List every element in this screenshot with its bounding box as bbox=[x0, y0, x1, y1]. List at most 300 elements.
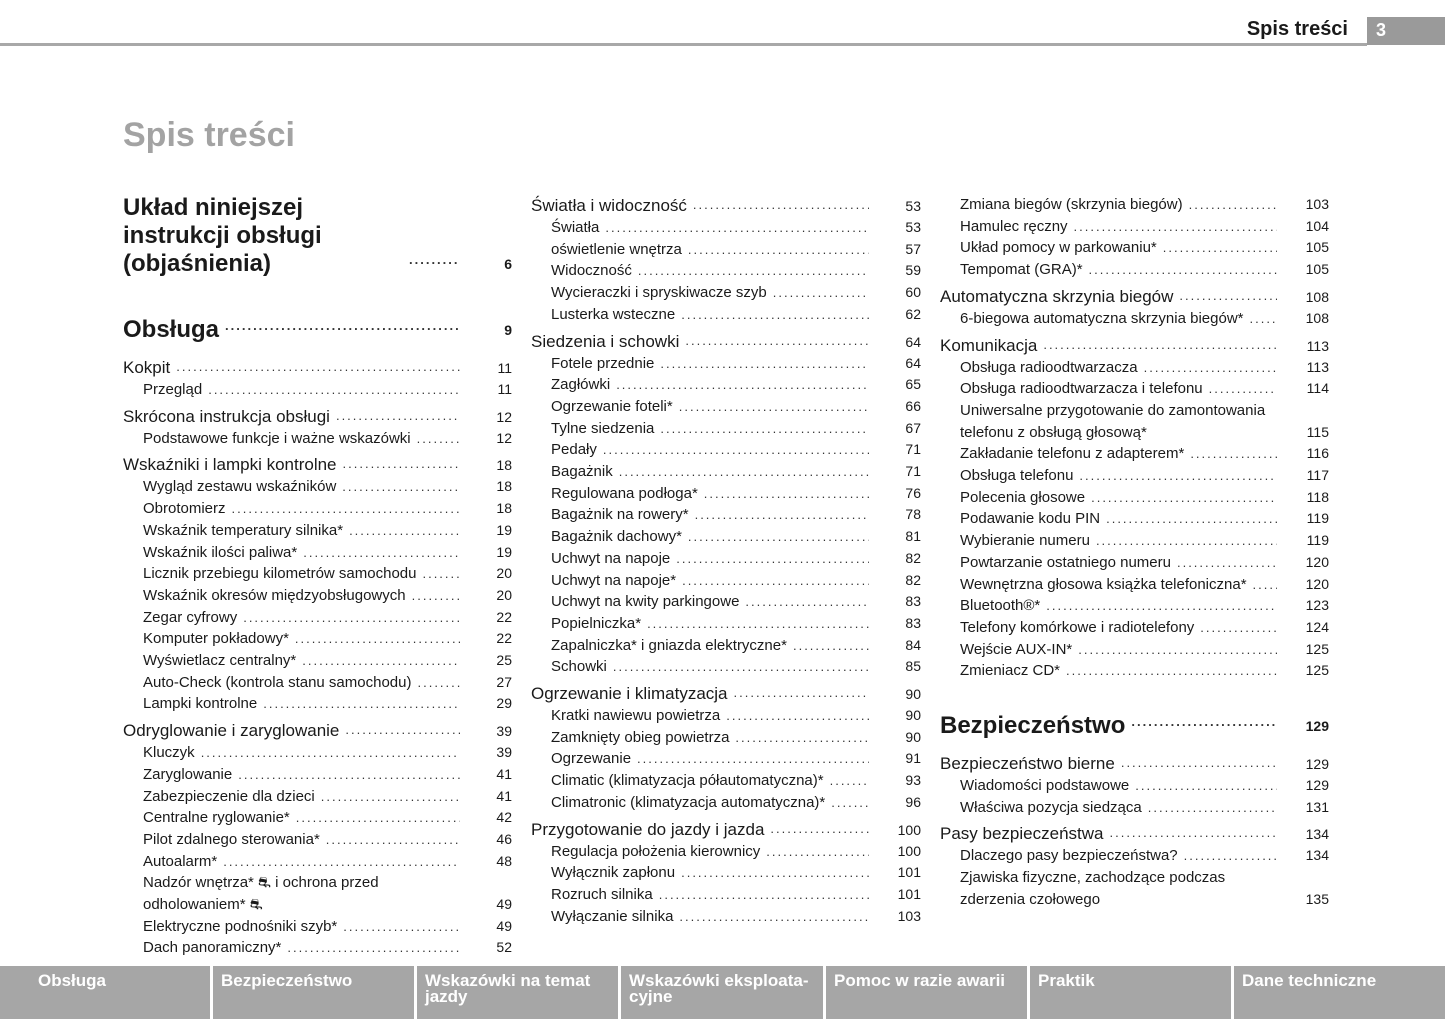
toc-entry-title: Zakładanie telefonu z adapterem* bbox=[960, 445, 1185, 463]
toc-entry[interactable] bbox=[531, 656, 921, 678]
toc-entry-title: Uniwersalne przygotowanie do zamontowania telefonu z obsługą głosową* bbox=[960, 401, 1266, 441]
toc-entry-page: 90 bbox=[905, 707, 921, 724]
toc-entry-page: 76 bbox=[905, 484, 921, 501]
dot-leader bbox=[1066, 660, 1277, 682]
toc-entry-title: Automatyczna skrzynia biegów bbox=[940, 286, 1174, 306]
dot-leader bbox=[693, 194, 869, 216]
dot-leader bbox=[1121, 752, 1277, 774]
toc-entry[interactable] bbox=[123, 916, 512, 938]
toc-entry-page: 49 bbox=[496, 917, 512, 934]
toc-entry-page: 59 bbox=[905, 262, 921, 279]
toc-entry-page: 20 bbox=[496, 586, 512, 603]
toc-entry[interactable] bbox=[123, 937, 512, 959]
dot-leader bbox=[766, 841, 869, 863]
dot-leader bbox=[1249, 308, 1277, 330]
toc-entry[interactable] bbox=[123, 672, 512, 694]
toc-entry-title: Zmiana biegów (skrzynia biegów) bbox=[960, 196, 1183, 213]
dot-leader bbox=[225, 312, 460, 340]
page-title: Spis treści bbox=[123, 116, 295, 154]
toc-entry[interactable] bbox=[531, 591, 921, 613]
toc-entry-page: 82 bbox=[905, 549, 921, 566]
tab-label: Bezpieczeństwo bbox=[221, 971, 353, 990]
dot-leader bbox=[830, 770, 869, 792]
toc-entry-page: 120 bbox=[1305, 575, 1329, 592]
toc-entry-page: 105 bbox=[1305, 239, 1329, 256]
toc-entry-page: 96 bbox=[905, 793, 921, 810]
toc-entry-page: 12 bbox=[496, 429, 512, 446]
toc-entry-title: Tempomat (GRA)* bbox=[960, 261, 1083, 279]
dot-leader bbox=[1177, 552, 1277, 574]
toc-entry[interactable] bbox=[123, 693, 512, 715]
toc-entry-title: Ogrzewanie foteli* bbox=[551, 397, 673, 415]
header-rule bbox=[0, 43, 1367, 46]
dot-leader bbox=[735, 727, 869, 749]
tab-pomoc[interactable] bbox=[826, 966, 1027, 1019]
toc-entry-page: 134 bbox=[1305, 826, 1329, 843]
toc-entry[interactable] bbox=[531, 260, 921, 282]
dot-leader bbox=[831, 792, 869, 814]
toc-entry[interactable] bbox=[123, 786, 512, 808]
toc-entry[interactable] bbox=[940, 400, 1329, 443]
toc-entry-title: Fotele przednie bbox=[551, 354, 655, 372]
dot-leader bbox=[321, 786, 460, 808]
toc-entry[interactable] bbox=[123, 542, 512, 564]
dot-leader bbox=[287, 937, 460, 959]
toc-entry-title: Bluetooth®* bbox=[960, 597, 1041, 615]
toc-entry[interactable] bbox=[531, 705, 921, 727]
toc-entry-page: 105 bbox=[1305, 261, 1329, 278]
dot-leader bbox=[303, 542, 460, 564]
toc-entry-page: 67 bbox=[905, 419, 921, 436]
toc-entry-title: Pilot zdalnego sterowania* bbox=[143, 830, 320, 848]
toc-entry[interactable] bbox=[531, 353, 921, 375]
toc-entry[interactable] bbox=[531, 792, 921, 814]
toc-entry[interactable] bbox=[123, 851, 512, 873]
toc-entry[interactable] bbox=[531, 418, 921, 440]
toc-entry[interactable] bbox=[123, 428, 512, 450]
toc-entry[interactable] bbox=[531, 682, 921, 705]
toc-entry-title: Zaryglowanie bbox=[143, 765, 233, 783]
toc-entry[interactable] bbox=[940, 487, 1329, 509]
dot-leader bbox=[660, 418, 869, 440]
toc-entry[interactable] bbox=[123, 520, 512, 542]
dot-leader bbox=[417, 428, 460, 450]
toc-entry[interactable] bbox=[123, 742, 512, 764]
toc-entry-page: 46 bbox=[496, 830, 512, 847]
header-title: Spis treści bbox=[1246, 18, 1348, 40]
toc-entry-title: Elektryczne podnośniki szyb* bbox=[143, 917, 338, 935]
toc-entry[interactable] bbox=[123, 379, 512, 401]
toc-entry-page: 119 bbox=[1306, 510, 1329, 527]
toc-entry-page: 49 bbox=[496, 896, 512, 913]
section-tabs bbox=[0, 966, 1445, 1019]
toc-entry[interactable] bbox=[531, 727, 921, 749]
toc-entry-page: 39 bbox=[496, 723, 512, 740]
toc-entry-title: Wycieraczki i spryskiwacze szyb bbox=[551, 284, 767, 302]
dot-leader bbox=[793, 635, 869, 657]
tab-wskazowki-eksploatacyjne[interactable] bbox=[621, 966, 823, 1019]
dot-leader bbox=[695, 504, 869, 526]
toc-entry[interactable] bbox=[123, 356, 512, 379]
toc-entry[interactable] bbox=[531, 217, 921, 239]
toc-entry[interactable] bbox=[531, 906, 921, 928]
dot-leader bbox=[302, 650, 460, 672]
dot-leader bbox=[745, 591, 869, 613]
dot-leader bbox=[263, 693, 460, 715]
toc-entry[interactable] bbox=[123, 194, 512, 278]
toc-entry-title: Kratki nawiewu powietrza bbox=[551, 707, 721, 725]
toc-entry-title: Autoalarm* bbox=[143, 852, 218, 870]
toc-entry-title: Światła i widoczność bbox=[531, 196, 687, 215]
toc-entry-page: 64 bbox=[905, 354, 921, 371]
toc-entry[interactable] bbox=[531, 570, 921, 592]
toc-entry-title: Tylne siedzenia bbox=[551, 419, 655, 437]
toc-entry-page: 125 bbox=[1305, 662, 1329, 679]
toc-entry-page: 113 bbox=[1306, 358, 1329, 375]
toc-entry[interactable] bbox=[531, 194, 921, 217]
toc-entry-title: Wskaźniki i lampki kontrolne bbox=[123, 455, 337, 475]
toc-entry-page: 53 bbox=[905, 219, 921, 235]
toc-entry[interactable] bbox=[940, 552, 1329, 574]
toc-entry-title: Zmieniacz CD* bbox=[960, 662, 1061, 680]
toc-entry[interactable] bbox=[940, 285, 1329, 308]
tab-label: Praktik bbox=[1038, 971, 1095, 990]
toc-entry[interactable] bbox=[940, 259, 1329, 281]
toc-entry-page: 62 bbox=[905, 305, 921, 322]
toc-entry-title: Zegar cyfrowy bbox=[143, 608, 238, 626]
tab-praktik[interactable] bbox=[1030, 966, 1231, 1019]
toc-entry-page: 22 bbox=[496, 608, 512, 625]
toc-entry-title: Uchwyt na napoje* bbox=[551, 571, 677, 589]
toc-entry-title: Układ niniejszej instrukcji obsługi (objaśnienia) bbox=[123, 194, 322, 277]
toc-entry[interactable] bbox=[123, 498, 512, 520]
toc-entry[interactable] bbox=[531, 439, 921, 461]
dot-leader bbox=[605, 217, 869, 239]
toc-entry[interactable] bbox=[123, 563, 512, 585]
dot-leader bbox=[1148, 797, 1277, 819]
toc-entry[interactable] bbox=[940, 530, 1329, 552]
toc-entry-title: Siedzenia i schowki bbox=[531, 331, 680, 351]
toc-entry-title: Bagażnik dachowy* bbox=[551, 528, 682, 546]
toc-entry[interactable] bbox=[940, 216, 1329, 238]
toc-entry-page: 101 bbox=[897, 864, 921, 881]
toc-entry[interactable] bbox=[123, 872, 512, 915]
dot-leader bbox=[422, 563, 460, 585]
toc-entry[interactable] bbox=[531, 483, 921, 505]
toc-entry-title: Rozruch silnika bbox=[551, 885, 653, 903]
toc-entry[interactable] bbox=[123, 719, 512, 742]
toc-column-3 bbox=[940, 194, 1329, 911]
toc-entry-title: Bezpieczeństwo bbox=[940, 712, 1126, 740]
toc-entry-title: 6-biegowa automatyczna skrzynia biegów* bbox=[960, 309, 1244, 327]
dot-leader bbox=[704, 483, 869, 505]
toc-entry-page: 125 bbox=[1305, 640, 1329, 657]
dot-leader bbox=[638, 260, 869, 282]
toc-entry[interactable] bbox=[531, 330, 921, 353]
toc-entry-title: Wyświetlacz centralny* bbox=[143, 652, 297, 670]
dot-leader bbox=[616, 374, 869, 396]
toc-entry[interactable] bbox=[940, 308, 1329, 330]
toc-entry-title: Regulowana podłoga* bbox=[551, 484, 698, 502]
tab-label: Wskazówki na temat jazdy bbox=[425, 971, 591, 1006]
toc-entry-page: 135 bbox=[1305, 890, 1329, 907]
toc-entry[interactable] bbox=[531, 304, 921, 326]
toc-entry[interactable] bbox=[123, 405, 512, 428]
toc-entry[interactable] bbox=[123, 585, 512, 607]
dot-leader bbox=[208, 379, 460, 401]
toc-entry[interactable] bbox=[531, 748, 921, 770]
dot-leader bbox=[412, 585, 460, 607]
toc-entry-title: Zjawiska fizyczne, zachodzące podczas zderzenia czołowego bbox=[960, 869, 1226, 908]
toc-entry-title: Przegląd bbox=[143, 381, 203, 398]
toc-entry-page: 29 bbox=[496, 695, 512, 712]
toc-entry-title: Wejście AUX-IN* bbox=[960, 640, 1073, 658]
toc-entry[interactable] bbox=[531, 282, 921, 304]
toc-entry-title: Telefony komórkowe i radiotelefony bbox=[960, 618, 1195, 636]
toc-entry-title: Wskaźnik okresów międzyobsługowych bbox=[143, 586, 406, 604]
toc-entry-title: Wyłączanie silnika bbox=[551, 907, 674, 925]
toc-entry-title: Popielniczka* bbox=[551, 614, 642, 632]
toc-entry-title: Zabezpieczenie dla dzieci bbox=[143, 787, 315, 805]
toc-entry-page: 131 bbox=[1305, 798, 1329, 815]
toc-entry[interactable] bbox=[940, 508, 1329, 530]
toc-entry-page: 103 bbox=[897, 907, 921, 924]
toc-entry-page: 90 bbox=[905, 686, 921, 703]
toc-entry[interactable] bbox=[940, 595, 1329, 617]
toc-entry[interactable] bbox=[940, 867, 1329, 910]
toc-entry-title: Podawanie kodu PIN bbox=[960, 510, 1101, 528]
toc-entry-title: Powtarzanie ostatniego numeru bbox=[960, 553, 1171, 571]
toc-entry[interactable] bbox=[940, 775, 1329, 797]
dot-leader bbox=[1131, 708, 1277, 736]
toc-entry-page: 85 bbox=[905, 658, 921, 675]
dot-leader bbox=[1163, 237, 1277, 259]
dot-leader bbox=[1200, 617, 1277, 639]
toc-entry[interactable] bbox=[531, 374, 921, 396]
dot-leader bbox=[773, 282, 869, 304]
toc-entry[interactable] bbox=[940, 357, 1329, 379]
dot-leader bbox=[619, 461, 869, 483]
toc-entry-page: 27 bbox=[496, 673, 512, 690]
dot-leader bbox=[417, 672, 460, 694]
toc-entry-page: 52 bbox=[496, 939, 512, 956]
toc-entry[interactable] bbox=[531, 526, 921, 548]
dot-leader bbox=[734, 682, 869, 704]
toc-entry-title: Kluczyk bbox=[143, 744, 195, 762]
toc-entry-page: 18 bbox=[496, 478, 512, 495]
dot-leader bbox=[409, 246, 460, 274]
toc-entry-page: 93 bbox=[905, 772, 921, 789]
toc-entry-page: 65 bbox=[905, 376, 921, 393]
dot-leader bbox=[603, 439, 869, 461]
toc-entry[interactable] bbox=[940, 797, 1329, 819]
toc-entry-page: 11 bbox=[497, 381, 512, 397]
toc-entry[interactable] bbox=[940, 617, 1329, 639]
toc-entry-page: 84 bbox=[905, 636, 921, 653]
tab-obsluga[interactable] bbox=[0, 966, 210, 1019]
dot-leader bbox=[342, 476, 460, 498]
toc-entry[interactable] bbox=[940, 194, 1329, 216]
toc-entry[interactable] bbox=[531, 884, 921, 906]
toc-entry[interactable] bbox=[531, 504, 921, 526]
dot-leader bbox=[176, 356, 460, 378]
dot-leader bbox=[1106, 508, 1277, 530]
toc-entry-title: Widoczność bbox=[551, 262, 632, 280]
toc-entry[interactable] bbox=[940, 639, 1329, 661]
toc-entry-title: Komunikacja bbox=[940, 335, 1038, 355]
dot-leader bbox=[726, 705, 869, 727]
toc-entry-title: Wskaźnik ilości paliwa* bbox=[143, 543, 298, 561]
toc-entry-title: Wybieranie numeru bbox=[960, 532, 1090, 550]
toc-entry[interactable] bbox=[531, 461, 921, 483]
toc-entry-page: 11 bbox=[497, 360, 512, 376]
toc-entry-title: Obsługa telefonu bbox=[960, 467, 1074, 485]
dot-leader bbox=[676, 548, 869, 570]
toc-entry-title: Światła bbox=[551, 219, 600, 236]
toc-entry-title: Schowki bbox=[551, 658, 607, 676]
toc-entry[interactable] bbox=[531, 818, 921, 841]
dot-leader bbox=[296, 807, 460, 829]
tab-wskazowki-jazda[interactable] bbox=[417, 966, 618, 1019]
toc-entry-page: 18 bbox=[496, 500, 512, 517]
toc-entry-page: 129 bbox=[1305, 777, 1329, 794]
toc-entry-title: Uchwyt na kwity parkingowe bbox=[551, 593, 740, 611]
dot-leader bbox=[1109, 822, 1277, 844]
toc-entry[interactable] bbox=[940, 574, 1329, 596]
toc-entry[interactable] bbox=[123, 650, 512, 672]
toc-entry-title: Climatic (klimatyzacja półautomatyczna)* bbox=[551, 772, 824, 790]
toc-entry-title: Ogrzewanie i klimatyzacja bbox=[531, 684, 728, 704]
toc-entry-title: Dlaczego pasy bezpieczeństwa? bbox=[960, 847, 1178, 865]
toc-entry[interactable] bbox=[123, 628, 512, 650]
toc-entry[interactable] bbox=[123, 829, 512, 851]
toc-entry-page: 71 bbox=[905, 463, 921, 480]
toc-entry-page: 129 bbox=[1305, 756, 1329, 773]
toc-entry[interactable] bbox=[940, 822, 1329, 845]
toc-entry-page: 78 bbox=[905, 506, 921, 523]
toc-entry-page: 91 bbox=[905, 750, 921, 767]
dot-leader bbox=[295, 628, 460, 650]
toc-entry[interactable] bbox=[940, 845, 1329, 867]
toc-entry-page: 101 bbox=[897, 885, 921, 902]
toc-entry-title: Bezpieczeństwo bierne bbox=[940, 754, 1115, 774]
toc-entry-page: 103 bbox=[1305, 196, 1329, 212]
toc-entry-page: 124 bbox=[1305, 618, 1329, 635]
toc-entry-page: 108 bbox=[1305, 288, 1329, 305]
toc-entry-page: 64 bbox=[905, 333, 921, 350]
toc-entry-title: Obsługa radioodtwarzacza bbox=[960, 358, 1138, 376]
toc-entry-title: Lusterka wsteczne bbox=[551, 305, 676, 323]
toc-entry-title: Pasy bezpieczeństwa bbox=[940, 824, 1104, 844]
toc-entry-page: 118 bbox=[1306, 488, 1329, 505]
toc-entry-page: 25 bbox=[496, 652, 512, 669]
tab-label: Obsługa bbox=[38, 971, 107, 990]
toc-entry-title: Zagłówki bbox=[551, 376, 611, 394]
toc-entry-title: Komputer pokładowy* bbox=[143, 630, 289, 648]
tab-label: Wskazówki eksploata-cyjne bbox=[629, 971, 809, 1006]
toc-entry-title: Właściwa pozycja siedząca bbox=[960, 798, 1142, 816]
toc-entry-title: Podstawowe funkcje i ważne wskazówki bbox=[143, 429, 411, 447]
toc-entry[interactable] bbox=[531, 613, 921, 635]
toc-entry-page: 9 bbox=[504, 322, 512, 338]
toc-entry-title: Hamulec ręczny bbox=[960, 217, 1068, 235]
toc-entry[interactable] bbox=[940, 378, 1329, 400]
toc-entry-title: Wygląd zestawu wskaźników bbox=[143, 478, 337, 496]
toc-entry[interactable] bbox=[531, 635, 921, 657]
page-number: 3 bbox=[1367, 17, 1445, 45]
dot-leader bbox=[1091, 487, 1277, 509]
dot-leader bbox=[238, 764, 460, 786]
toc-entry[interactable] bbox=[940, 752, 1329, 775]
toc-entry[interactable] bbox=[531, 841, 921, 863]
toc-entry-title: Wyłącznik zapłonu bbox=[551, 864, 676, 882]
toc-entry-page: 66 bbox=[905, 397, 921, 414]
dot-leader bbox=[1089, 259, 1277, 281]
dot-leader bbox=[1144, 357, 1277, 379]
toc-entry[interactable] bbox=[123, 764, 512, 786]
toc-entry[interactable] bbox=[531, 548, 921, 570]
toc-entry[interactable] bbox=[940, 237, 1329, 259]
toc-entry-title: Obsługa bbox=[123, 316, 220, 343]
toc-entry-title: Przygotowanie do jazdy i jazda bbox=[531, 819, 765, 839]
toc-entry-page: 42 bbox=[496, 809, 512, 826]
toc-entry-title: Obsługa radioodtwarzacza i telefonu bbox=[960, 380, 1203, 398]
toc-entry[interactable] bbox=[531, 770, 921, 792]
dot-leader bbox=[770, 818, 869, 840]
dot-leader bbox=[679, 396, 869, 418]
tab-bezpieczenstwo[interactable] bbox=[213, 966, 414, 1019]
toc-entry-page: 18 bbox=[496, 457, 512, 474]
toc-entry[interactable] bbox=[940, 465, 1329, 487]
dot-leader bbox=[659, 884, 869, 906]
toc-entry-title: Obrotomierz bbox=[143, 500, 226, 518]
tab-dane-techniczne[interactable] bbox=[1234, 966, 1445, 1019]
dot-leader bbox=[336, 405, 460, 427]
dot-leader bbox=[349, 520, 460, 542]
toc-entry-title: Ogrzewanie bbox=[551, 750, 632, 768]
toc-entry-page: 39 bbox=[496, 744, 512, 761]
toc-entry[interactable] bbox=[531, 862, 921, 884]
dot-leader bbox=[232, 498, 460, 520]
toc-entry-page: 129 bbox=[1305, 718, 1329, 735]
dot-leader bbox=[1190, 443, 1277, 465]
toc-entry-page: 60 bbox=[905, 284, 921, 301]
toc-entry[interactable] bbox=[123, 807, 512, 829]
toc-entry-title: Kokpit bbox=[123, 358, 171, 377]
toc-entry[interactable] bbox=[940, 708, 1329, 740]
dot-leader bbox=[1096, 530, 1277, 552]
toc-entry-page: 114 bbox=[1306, 380, 1329, 397]
toc-entry[interactable] bbox=[123, 453, 512, 476]
toc-entry[interactable] bbox=[940, 443, 1329, 465]
dot-leader bbox=[685, 330, 869, 352]
toc-entry[interactable] bbox=[123, 476, 512, 498]
toc-entry-title: Zamknięty obieg powietrza bbox=[551, 728, 730, 746]
toc-entry[interactable] bbox=[940, 334, 1329, 357]
toc-entry[interactable] bbox=[531, 239, 921, 261]
toc-entry[interactable] bbox=[123, 607, 512, 629]
dot-leader bbox=[343, 453, 460, 475]
toc-entry[interactable] bbox=[123, 312, 512, 344]
dot-leader bbox=[688, 239, 869, 261]
toc-entry[interactable] bbox=[531, 396, 921, 418]
toc-entry[interactable] bbox=[940, 660, 1329, 682]
toc-entry-title: Climatronic (klimatyzacja automatyczna)* bbox=[551, 793, 826, 811]
dot-leader bbox=[343, 916, 460, 938]
toc-entry-page: 57 bbox=[905, 240, 921, 257]
toc-entry-title: Dach panoramiczny* bbox=[143, 939, 282, 957]
toc-entry-page: 83 bbox=[905, 614, 921, 631]
